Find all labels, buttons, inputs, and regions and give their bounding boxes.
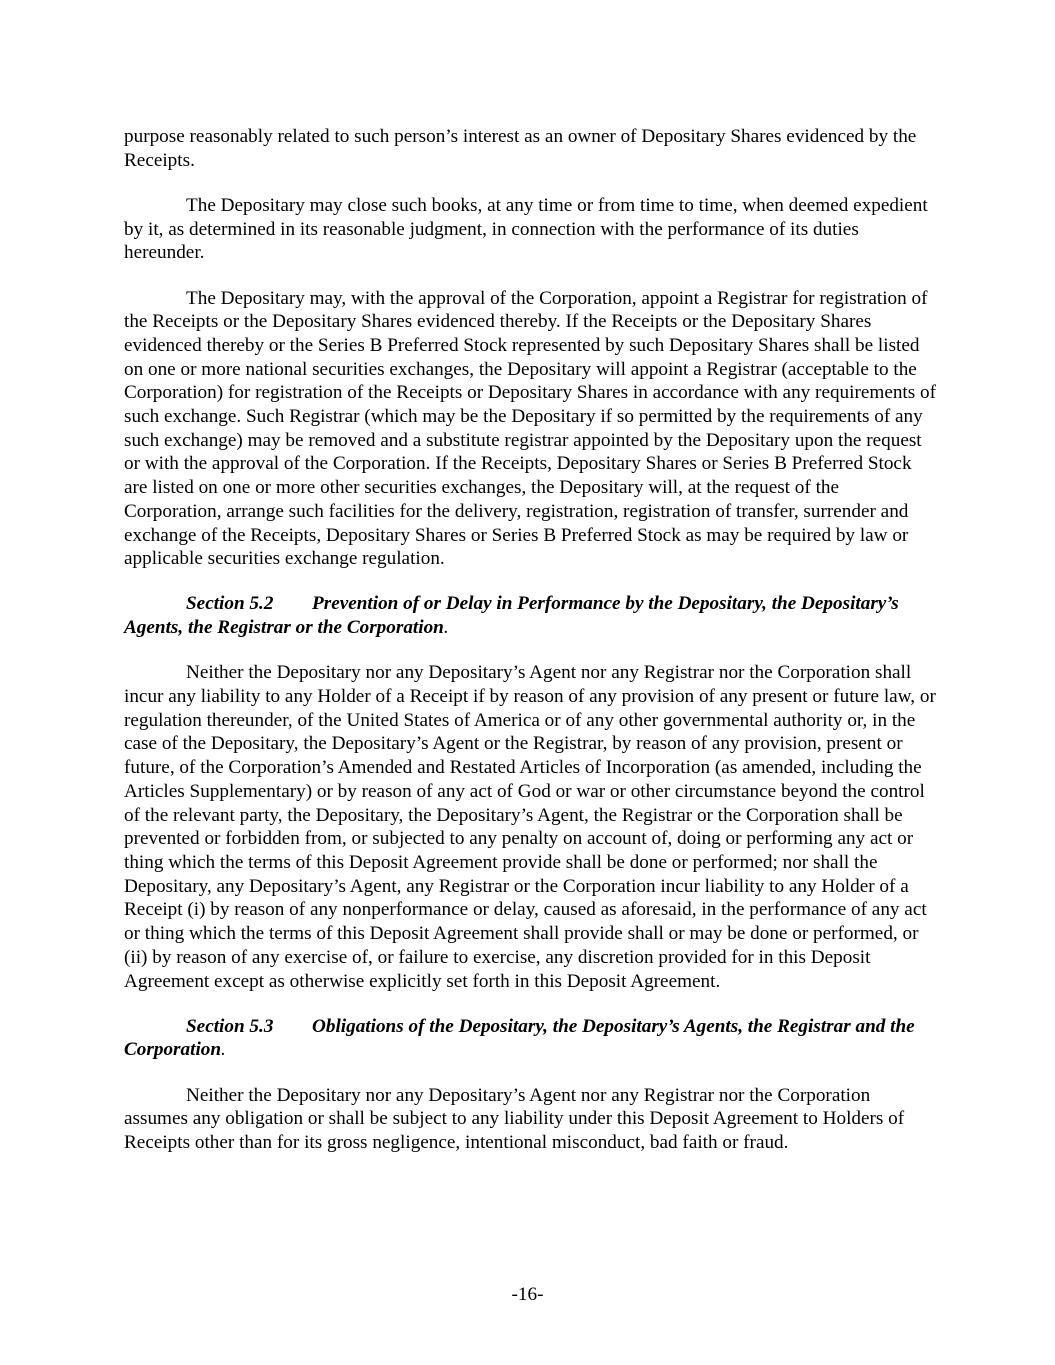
paragraph-registrar: The Depositary may, with the approval of the Corporation, appoint a Registrar for registration of the Receipts or the Depositary Shares evidenced thereby. If the Receipts or the Depositary Shares evidenced thereby or the Series B Preferred Stock represented by such Depositary Shares shall be listed on one or more national securities exchanges, the Depositary will appoint a Registrar (acceptable to the Corporation) for registration of the Receipts or Depositary Shares in accordance with any requirements of such exchange. Such Registrar (which may be the Depositary if so permitted by the requirements of any such exchange) may be removed and a substitute registrar appointed by the Depositary upon the request or with the approval of the Corporation. If the Receipts, Depositary Shares or Series B Preferred Stock are listed on one or more other securities exchanges, the Depositary will, at the request of the Corporation, arrange such facilities for the delivery, registration, registration of transfer, surrender and exchange of the Receipts, Depositary Shares or Series B Preferred Stock as may be required by law or applicable securities exchange regulation. — [124, 287, 937, 570]
section-5-3-number: Section 5.3 — [186, 1015, 274, 1037]
section-5-2-title: Prevention of or Delay in Performance by the Depositary, the Depositary’s Agents, the Registrar or the Corporation — [124, 593, 899, 639]
section-5-2-period: . — [443, 617, 449, 639]
section-5-3-period: . — [221, 1039, 226, 1061]
section-5-3-heading — [124, 1015, 936, 1062]
section-5-3-body: Neither the Depositary nor any Depositary’s Agent nor any Registrar nor the Corporation assumes any obligation or shall be subject to any liability under this Deposit Agreement to Holders of Receipts other than for its gross negligence, intentional misconduct, bad faith or fraud. — [124, 1084, 905, 1154]
section-5-2-heading — [124, 592, 936, 639]
paragraph-close-books: The Depositary may close such books, at any time or from time to time, when deemed expedient by it, as determined in its reasonable judgment, in connection with the performance of its duties hereunder. — [124, 194, 928, 264]
section-5-3-title: Obligations of the Depositary, the Depositary’s Agents, the Registrar and the Corporation — [124, 1015, 915, 1061]
document-page — [124, 125, 936, 1176]
paragraph-continuation: purpose reasonably related to such person’s interest as an owner of Depositary Shares evidenced by the Receipts. — [124, 126, 917, 171]
section-5-2-number: Section 5.2 — [186, 593, 274, 615]
section-5-2-body: Neither the Depositary nor any Depositary’s Agent nor any Registrar nor the Corporation shall incur any liability to any Holder of a Receipt if by reason of any provision of any present or future law, or regulation thereunder, of the United States of America or of any other governmental authority or, in the case of the Depositary, the Depositary’s Agent or the Registrar, by reason of any provision, present or future, of the Corporation’s Amended and Restated Articles of Incorporation (as amended, including the Articles Supplementary) or by reason of any act of God or war or other circumstance beyond the control of the relevant party, the Depositary, the Depositary’s Agent, the Registrar or the Corporation shall be prevented or forbidden from, or subjected to any penalty on account of, doing or performing any act or thing which the terms of this Deposit Agreement provide shall be done or performed; nor shall the Depositary, any Depositary’s Agent, any Registrar or the Corporation incur liability to any Holder of a Receipt (i) by reason of any nonperformance or delay, caused as aforesaid, in the performance of any act or thing which the terms of this Deposit Agreement shall provide shall or may be done or performed, or (ii) by reason of any exercise of, or failure to exercise, any discretion provided for in this Deposit Agreement except as otherwise explicitly set forth in this Deposit Agreement. — [124, 662, 936, 992]
page-number: -16- — [511, 1284, 544, 1305]
